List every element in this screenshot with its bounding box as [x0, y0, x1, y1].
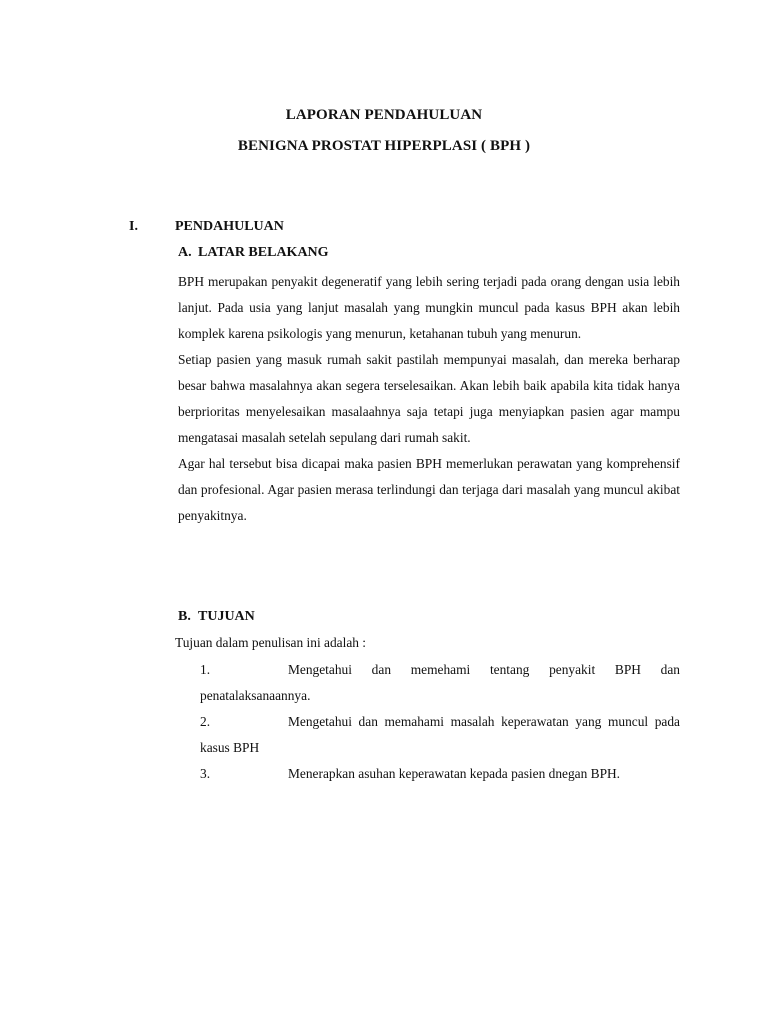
- subsection-a-letter: A.: [178, 245, 192, 260]
- subsection-a-title: LATAR BELAKANG: [198, 245, 329, 260]
- subsection-b-heading: [178, 609, 255, 625]
- list-item: [200, 657, 680, 709]
- subsection-a-heading: [178, 245, 329, 261]
- list-item-number: 2.: [200, 714, 211, 729]
- document-title-line2: BENIGNA PROSTAT HIPERPLASI ( BPH ): [237, 138, 531, 154]
- subsection-a-body: [178, 269, 680, 529]
- subsection-b-intro: Tujuan dalam penulisan ini adalah :: [175, 635, 367, 650]
- list-item-text: Mengetahui dan memahami masalah keperawatan yang muncul pada kasus BPH: [200, 714, 680, 755]
- objectives-list: [200, 657, 680, 787]
- list-item: [200, 761, 680, 787]
- document-title-line1: LAPORAN PENDAHULUAN: [285, 107, 483, 123]
- paragraph: Agar hal tersebut bisa dicapai maka pasien BPH memerlukan perawatan yang komprehensif dan profesional. Agar pasien merasa terlindungi dan terjaga dari masalah yang muncul akibat penyakitnya.: [178, 456, 680, 523]
- list-item-number: 3.: [200, 766, 211, 781]
- section-title: PENDAHULUAN: [175, 219, 284, 234]
- paragraph: Setiap pasien yang masuk rumah sakit pastilah mempunyai masalah, dan mereka berharap besar bahwa masalahnya akan segera terselesaikan. Akan lebih baik apabila kita tidak hanya berprioritas menyelesaikan masalaahnya saja tetapi juga menyiapkan pasien agar mampu mengatasai masalah setelah sepulang dari rumah sakit.: [178, 352, 680, 445]
- list-item-number: 1.: [200, 662, 211, 677]
- list-item-text: Menerapkan asuhan keperawatan kepada pasien dnegan BPH.: [288, 766, 621, 781]
- subsection-b-title: TUJUAN: [198, 609, 255, 624]
- paragraph: BPH merupakan penyakit degeneratif yang lebih sering terjadi pada orang dengan usia lebih lanjut. Pada usia yang lanjut masalah yang mungkin muncul pada kasus BPH akan lebih komplek karena psikologis yang menurun, ketahanan tubuh yang menurun.: [178, 274, 680, 341]
- list-item-text: Mengetahui dan memehami tentang penyakit BPH dan penatalaksanaannya.: [200, 662, 680, 703]
- list-item: [200, 709, 680, 761]
- section-number: I.: [129, 219, 138, 234]
- subsection-b-letter: B.: [178, 609, 191, 624]
